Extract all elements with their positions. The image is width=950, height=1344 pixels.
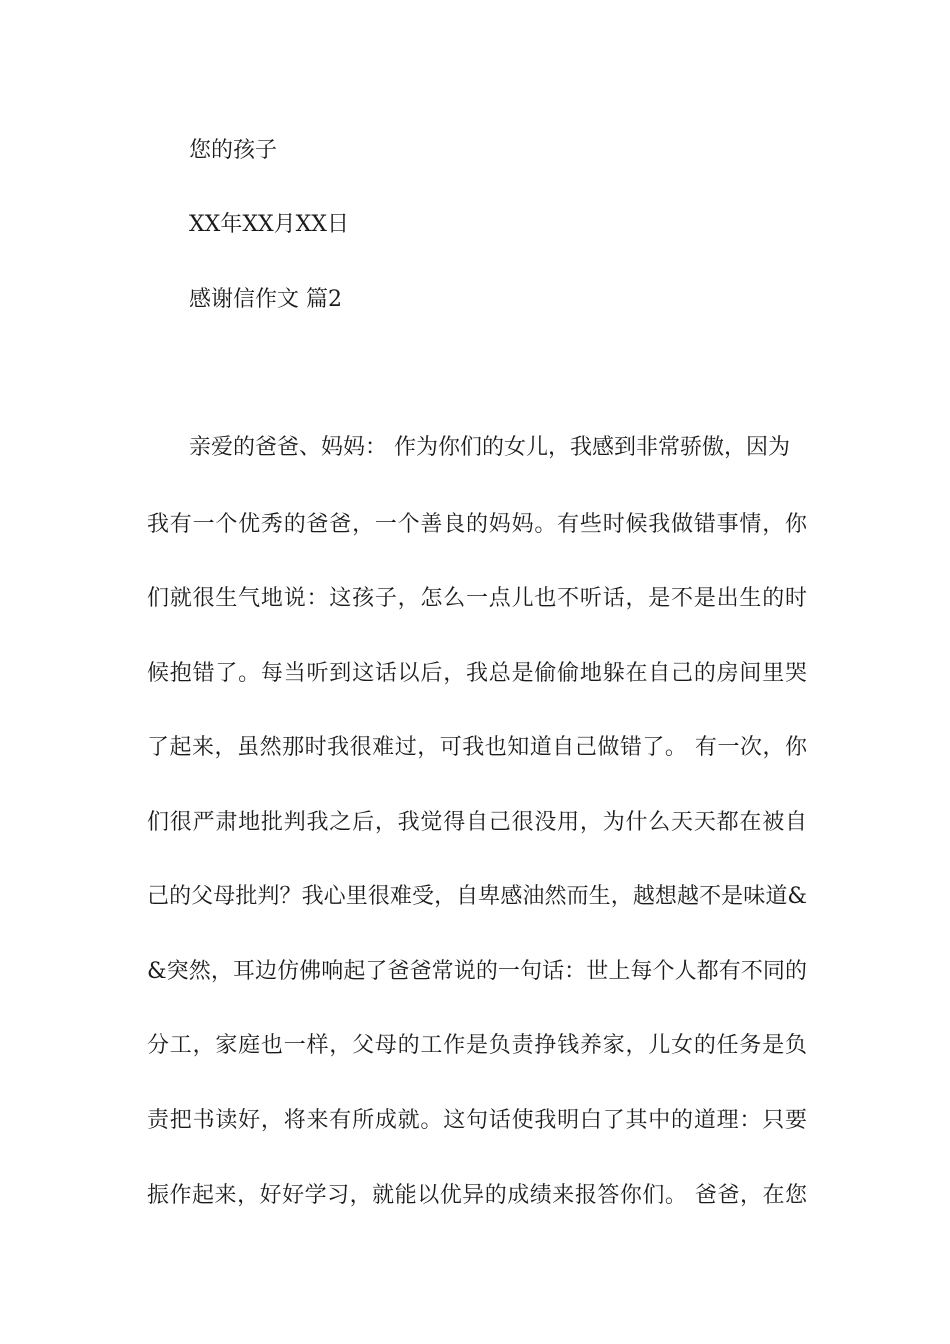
body-paragraph-line: 振作起来，好好学习，就能以优异的成绩来报答你们。 爸爸，在您	[147, 1183, 807, 1208]
body-paragraph-line: 们很严肃地批判我之后，我觉得自己很没用，为什么天天都在被自	[147, 810, 807, 835]
letter-signature: 您的孩子	[189, 138, 278, 163]
body-paragraph-line: 候抱错了。每当听到这话以后，我总是偷偷地躲在自己的房间里哭	[147, 661, 807, 686]
body-paragraph-line: 分工，家庭也一样，父母的工作是负责挣钱养家，儿女的任务是负	[147, 1033, 807, 1058]
body-paragraph-line: 了起来，虽然那时我很难过，可我也知道自己做错了。 有一次，你	[147, 735, 807, 760]
body-paragraph-line: 我有一个优秀的爸爸，一个善良的妈妈。有些时候我做错事情，你	[147, 512, 807, 537]
body-paragraph-line: 们就很生气地说：这孩子，怎么一点儿也不听话，是不是出生的时	[147, 586, 807, 611]
body-paragraph-line: 责把书读好，将来有所成就。这句话使我明白了其中的道理：只要	[147, 1108, 807, 1133]
body-paragraph-line: &突然，耳边仿佛响起了爸爸常说的一句话：世上每个人都有不同的	[147, 959, 807, 984]
body-paragraph-line: 己的父母批判？我心里很难受，自卑感油然而生，越想越不是味道&	[147, 884, 807, 909]
body-paragraph-line: 亲爱的爸爸、妈妈： 作为你们的女儿，我感到非常骄傲，因为	[189, 435, 790, 460]
section-heading: 感谢信作文 篇2	[189, 287, 342, 312]
letter-date: XX年XX月XX日	[189, 212, 349, 237]
